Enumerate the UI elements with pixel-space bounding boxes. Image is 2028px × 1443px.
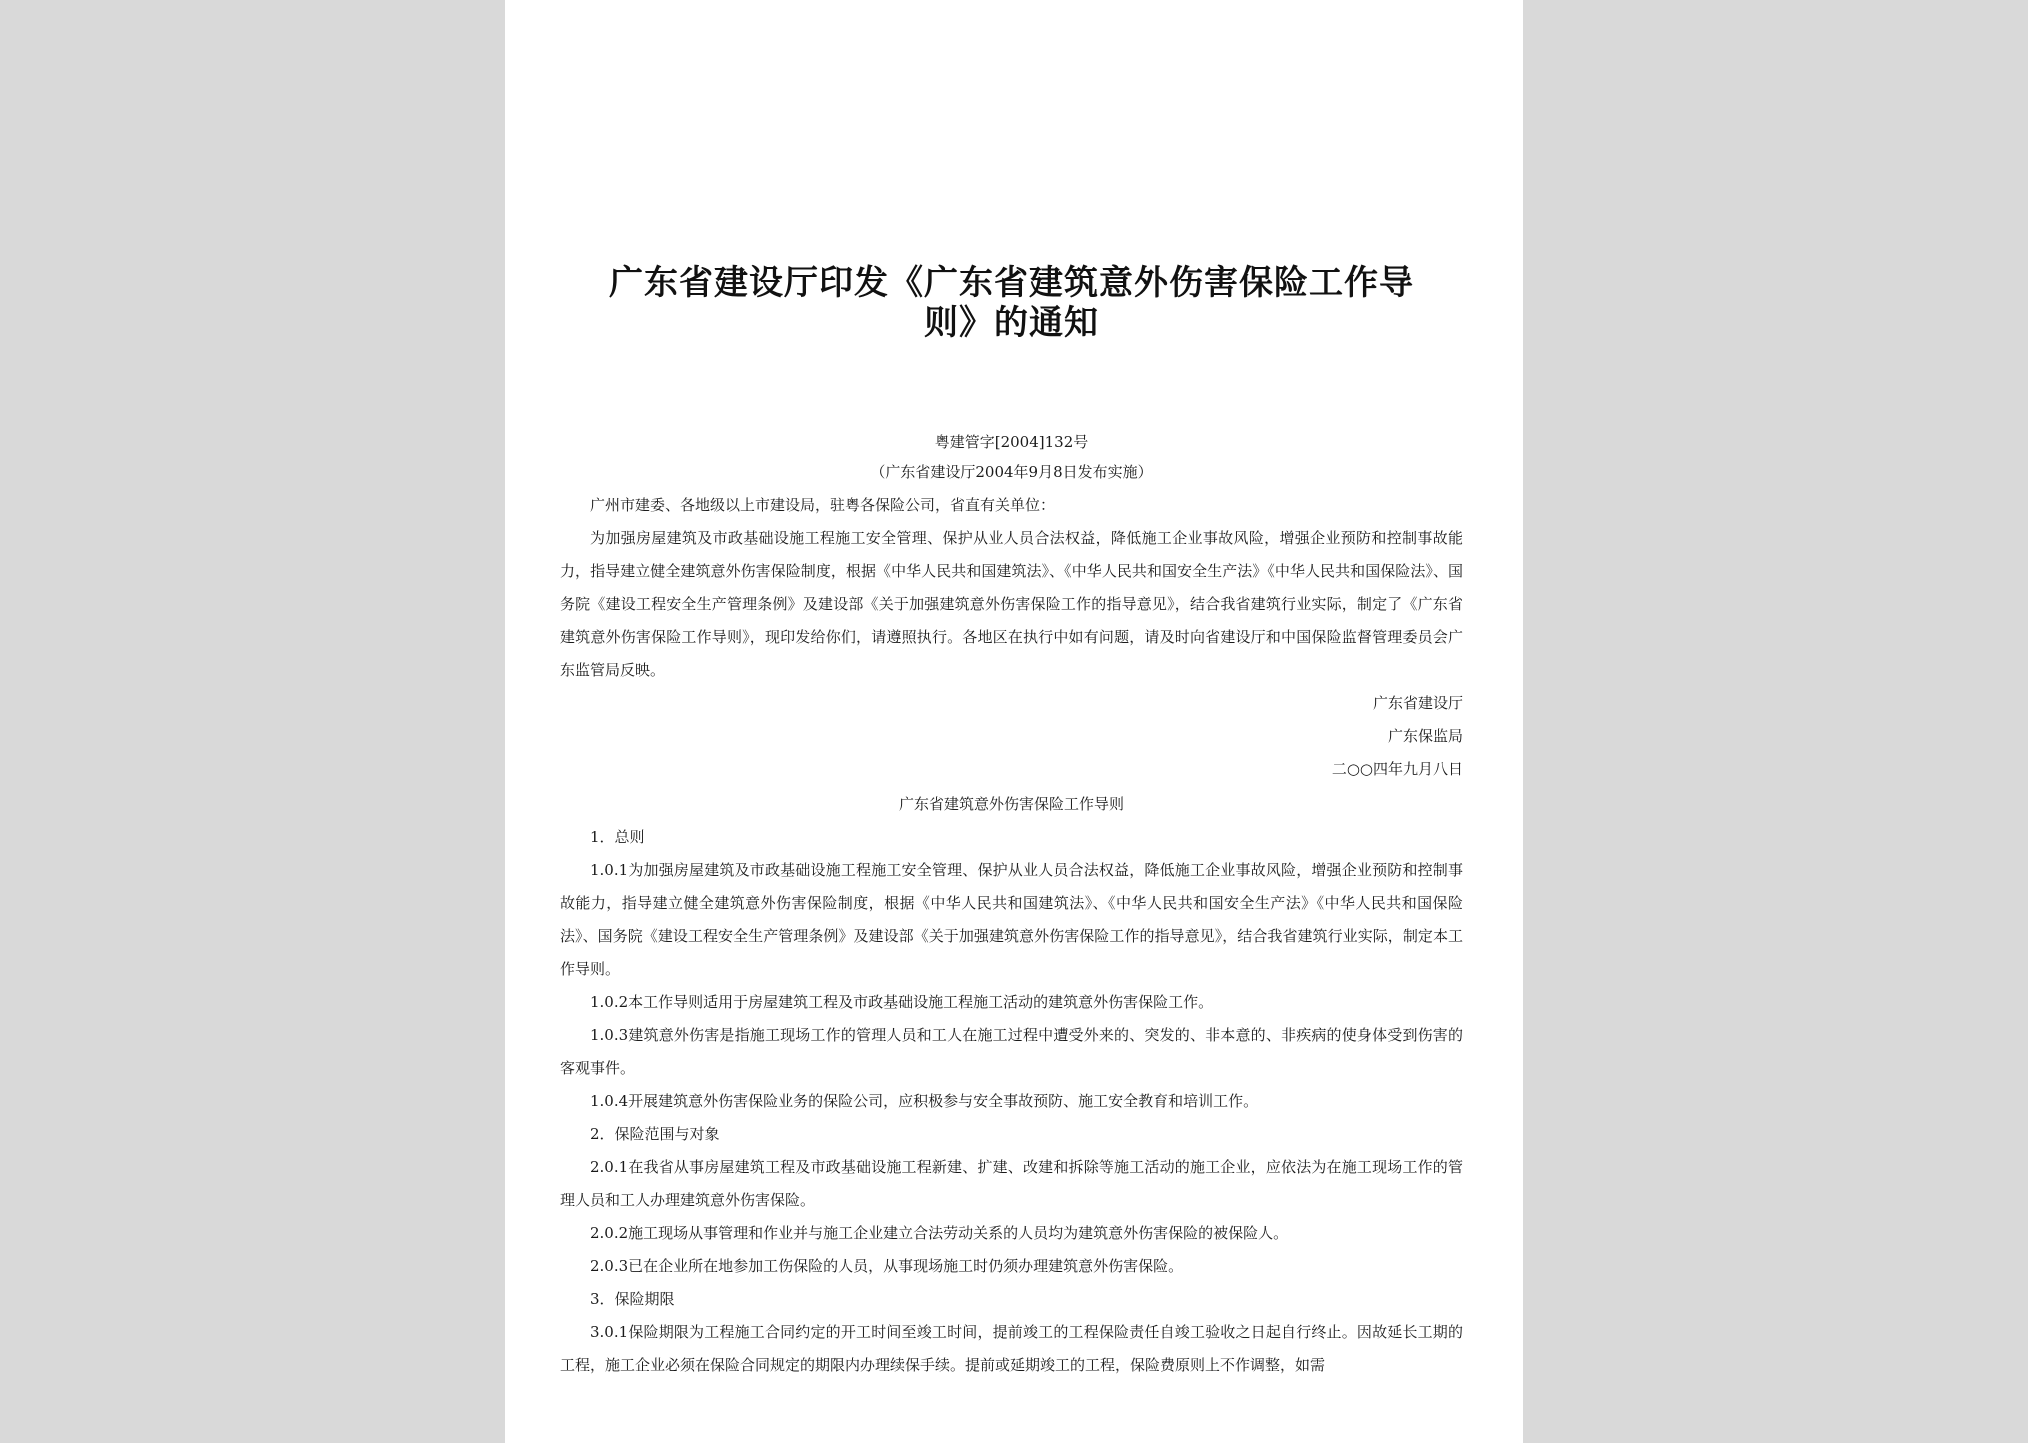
clause-3-0-1: 3.0.1保险期限为工程施工合同约定的开工时间至竣工时间，提前竣工的工程保险责任自竣工验收之日起自行终止。因故延长工期的工程，施工企业必须在保险合同规定的期限内办理续保手续。提前或延期竣工的工程，保险费原则上不作调整，如需 <box>560 1323 1463 1374</box>
signature-date: 二○○四年九月八日 <box>1331 760 1463 778</box>
addressee: 广州市建委、各地级以上市建设局，驻粤各保险公司，省直有关单位： <box>590 496 1056 514</box>
title-line-1: 广东省建设厅印发《广东省建筑意外伤害保险工作导 <box>609 263 1414 303</box>
title-line-2: 则》的通知 <box>924 303 1099 343</box>
clause-1-0-3: 1.0.3建筑意外伤害是指施工现场工作的管理人员和工人在施工过程中遭受外来的、突发的、非本意的、非疾病的使身体受到伤害的客观事件。 <box>560 1026 1463 1077</box>
clause-2-0-2: 2.0.2施工现场从事管理和作业并与施工企业建立合法劳动关系的人员均为建筑意外伤害保险的被保险人。 <box>590 1224 1289 1242</box>
intro-paragraph: 为加强房屋建筑及市政基础设施工程施工安全管理、保护从业人员合法权益，降低施工企业事故风险，增强企业预防和控制事故能力，指导建立健全建筑意外伤害保险制度，根据《中华人民共和国建筑法》、《中华人民共和国安全生产法》《中华人民共和国保险法》、国务院《建设工程安全生产管理条例》及建设部《关于加强建筑意外伤害保险工作的指导意见》，结合我省建筑行业实际，制定了《广东省建筑意外伤害保险工作导则》，现印发给你们，请遵照执行。各地区在执行中如有问题，请及时向省建设厅和中国保险监督管理委员会广东监管局反映。 <box>560 529 1463 679</box>
clause-2-0-3: 2.0.3已在企业所在地参加工伤保险的人员，从事现场施工时仍须办理建筑意外伤害保险。 <box>590 1257 1184 1275</box>
clause-1-0-4: 1.0.4开展建筑意外伤害保险业务的保险公司，应积极参与安全事故预防、施工安全教育和培训工作。 <box>590 1092 1259 1110</box>
publish-info: （广东省建设厅2004年9月8日发布实施） <box>870 463 1153 481</box>
signature-issuer-2: 广东保监局 <box>1387 727 1463 745</box>
document-number: 粤建管字[2004]132号 <box>934 433 1089 451</box>
document-page <box>505 0 1523 1443</box>
attachment-title: 广东省建筑意外伤害保险工作导则 <box>898 795 1124 813</box>
document-title <box>560 263 1463 343</box>
section-2-heading: 2．保险范围与对象 <box>590 1125 720 1143</box>
clause-1-0-2: 1.0.2本工作导则适用于房屋建筑工程及市政基础设施工程施工活动的建筑意外伤害保险工作。 <box>590 993 1214 1011</box>
clause-1-0-1: 1.0.1为加强房屋建筑及市政基础设施工程施工安全管理、保护从业人员合法权益，降低施工企业事故风险，增强企业预防和控制事故能力，指导建立健全建筑意外伤害保险制度，根据《中华人民共和国建筑法》、《中华人民共和国安全生产法》《中华人民共和国保险法》、国务院《建设工程安全生产管理条例》及建设部《关于加强建筑意外伤害保险工作的指导意见》，结合我省建筑行业实际，制定本工作导则。 <box>560 861 1463 978</box>
clause-2-0-1: 2.0.1在我省从事房屋建筑工程及市政基础设施工程新建、扩建、改建和拆除等施工活动的施工企业，应依法为在施工现场工作的管理人员和工人办理建筑意外伤害保险。 <box>560 1158 1463 1209</box>
signature-issuer-1: 广东省建设厅 <box>1372 694 1463 712</box>
section-3-heading: 3．保险期限 <box>590 1290 675 1308</box>
section-1-heading: 1．总则 <box>590 828 645 846</box>
